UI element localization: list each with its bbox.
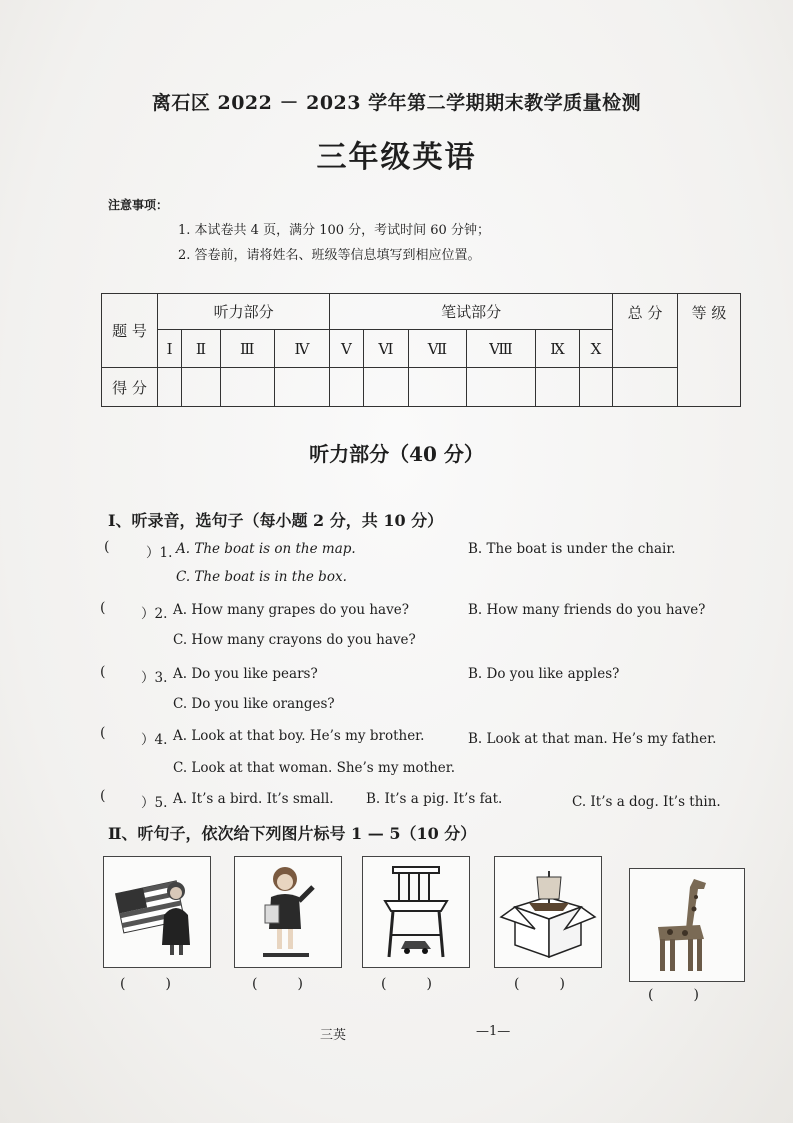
option-c: C. How many crayons do you have? xyxy=(173,632,416,648)
col-numeral: Ⅵ xyxy=(363,330,408,368)
score-cell[interactable] xyxy=(536,368,580,407)
col-numeral: Ⅷ xyxy=(466,330,536,368)
option-c: C. Do you like oranges? xyxy=(173,696,335,712)
score-table xyxy=(101,293,741,407)
writing-header: 笔试部分 xyxy=(330,294,613,330)
notice-heading: 注意事项： xyxy=(108,198,169,212)
score-cell[interactable] xyxy=(158,368,182,407)
option-c: C. Look at that woman. She’s my mother. xyxy=(173,760,456,776)
col-numeral: Ⅶ xyxy=(409,330,466,368)
question-number: ）4. xyxy=(141,732,168,748)
col-numeral: Ⅹ xyxy=(579,330,612,368)
col-numeral: Ⅱ xyxy=(182,330,221,368)
total-header: 总 分 xyxy=(613,294,678,368)
score-cell[interactable] xyxy=(363,368,408,407)
answer-paren[interactable]: ( xyxy=(104,539,110,555)
col-numeral: Ⅸ xyxy=(536,330,580,368)
question-number: ）2. xyxy=(141,606,168,622)
score-cell[interactable] xyxy=(274,368,330,407)
part2-heading: Ⅱ、听句子，依次给下列图片标号 1 — 5（10 分） xyxy=(108,824,477,843)
option-a: A. Look at that boy. He’s my brother. xyxy=(173,728,425,744)
option-c: C. It’s a dog. It’s thin. xyxy=(572,794,721,810)
score-cell[interactable] xyxy=(579,368,612,407)
score-cell[interactable] xyxy=(409,368,466,407)
answer-paren[interactable]: ( xyxy=(100,725,106,741)
page-number: —1— xyxy=(476,1024,511,1039)
total-score-cell[interactable] xyxy=(613,368,678,407)
answer-blank[interactable]: ( ) xyxy=(120,976,171,992)
answer-blank[interactable]: ( ) xyxy=(252,976,303,992)
answer-paren[interactable]: ( xyxy=(100,664,106,680)
answer-blank[interactable]: ( ) xyxy=(381,976,432,992)
col-numeral: Ⅳ xyxy=(274,330,330,368)
score-cell[interactable] xyxy=(330,368,363,407)
row-label-question: 题 号 xyxy=(102,294,158,368)
answer-paren[interactable]: ( xyxy=(100,788,106,804)
option-b: B. Do you like apples? xyxy=(468,666,620,682)
option-b: B. The boat is under the chair. xyxy=(468,541,676,557)
part1-heading: Ⅰ、听录音，选句子（每小题 2 分，共 10 分） xyxy=(108,511,444,530)
option-b: B. It’s a pig. It’s fat. xyxy=(366,791,503,807)
option-a: A. How many grapes do you have? xyxy=(173,602,409,618)
grade-header: 等 级 xyxy=(678,294,741,407)
box-boat-icon xyxy=(494,856,602,968)
footer-subject: 三英 xyxy=(320,1028,347,1043)
option-b: B. How many friends do you have? xyxy=(468,602,706,618)
teacher-icon xyxy=(234,856,342,968)
option-a: A. It’s a bird. It’s small. xyxy=(173,791,334,807)
option-a: A. Do you like pears? xyxy=(173,666,318,682)
score-cell[interactable] xyxy=(182,368,221,407)
notice-item: 2. 答卷前，请将姓名、班级等信息填写到相应位置。 xyxy=(178,248,481,263)
option-b: B. Look at that man. He’s my father. xyxy=(468,731,717,747)
option-c: C. The boat is in the box. xyxy=(176,569,347,585)
question-number: ）1. xyxy=(146,545,173,561)
flag-girl-icon xyxy=(103,856,211,968)
question-number: ）5. xyxy=(141,795,168,811)
listening-section-title: 听力部分（40 分） xyxy=(309,442,484,466)
question-number: ）3. xyxy=(141,670,168,686)
col-numeral: Ⅴ xyxy=(330,330,363,368)
answer-blank[interactable]: ( ) xyxy=(648,987,699,1003)
row-label-score: 得 分 xyxy=(102,368,158,407)
score-cell[interactable] xyxy=(220,368,274,407)
notice-item: 1. 本试卷共 4 页，满分 100 分，考试时间 60 分钟； xyxy=(178,223,490,238)
col-numeral: Ⅰ xyxy=(158,330,182,368)
option-a: A. The boat is on the map. xyxy=(176,541,356,557)
answer-paren[interactable]: ( xyxy=(100,600,106,616)
listening-header: 听力部分 xyxy=(158,294,330,330)
score-cell[interactable] xyxy=(466,368,536,407)
chair-car-icon xyxy=(362,856,470,968)
col-numeral: Ⅲ xyxy=(220,330,274,368)
exam-subtitle: 三年级英语 xyxy=(316,140,477,175)
exam-title: 离石区 2022 － 2023 学年第二学期期末教学质量检测 xyxy=(151,92,642,114)
answer-blank[interactable]: ( ) xyxy=(514,976,565,992)
giraffe-icon xyxy=(629,868,745,982)
